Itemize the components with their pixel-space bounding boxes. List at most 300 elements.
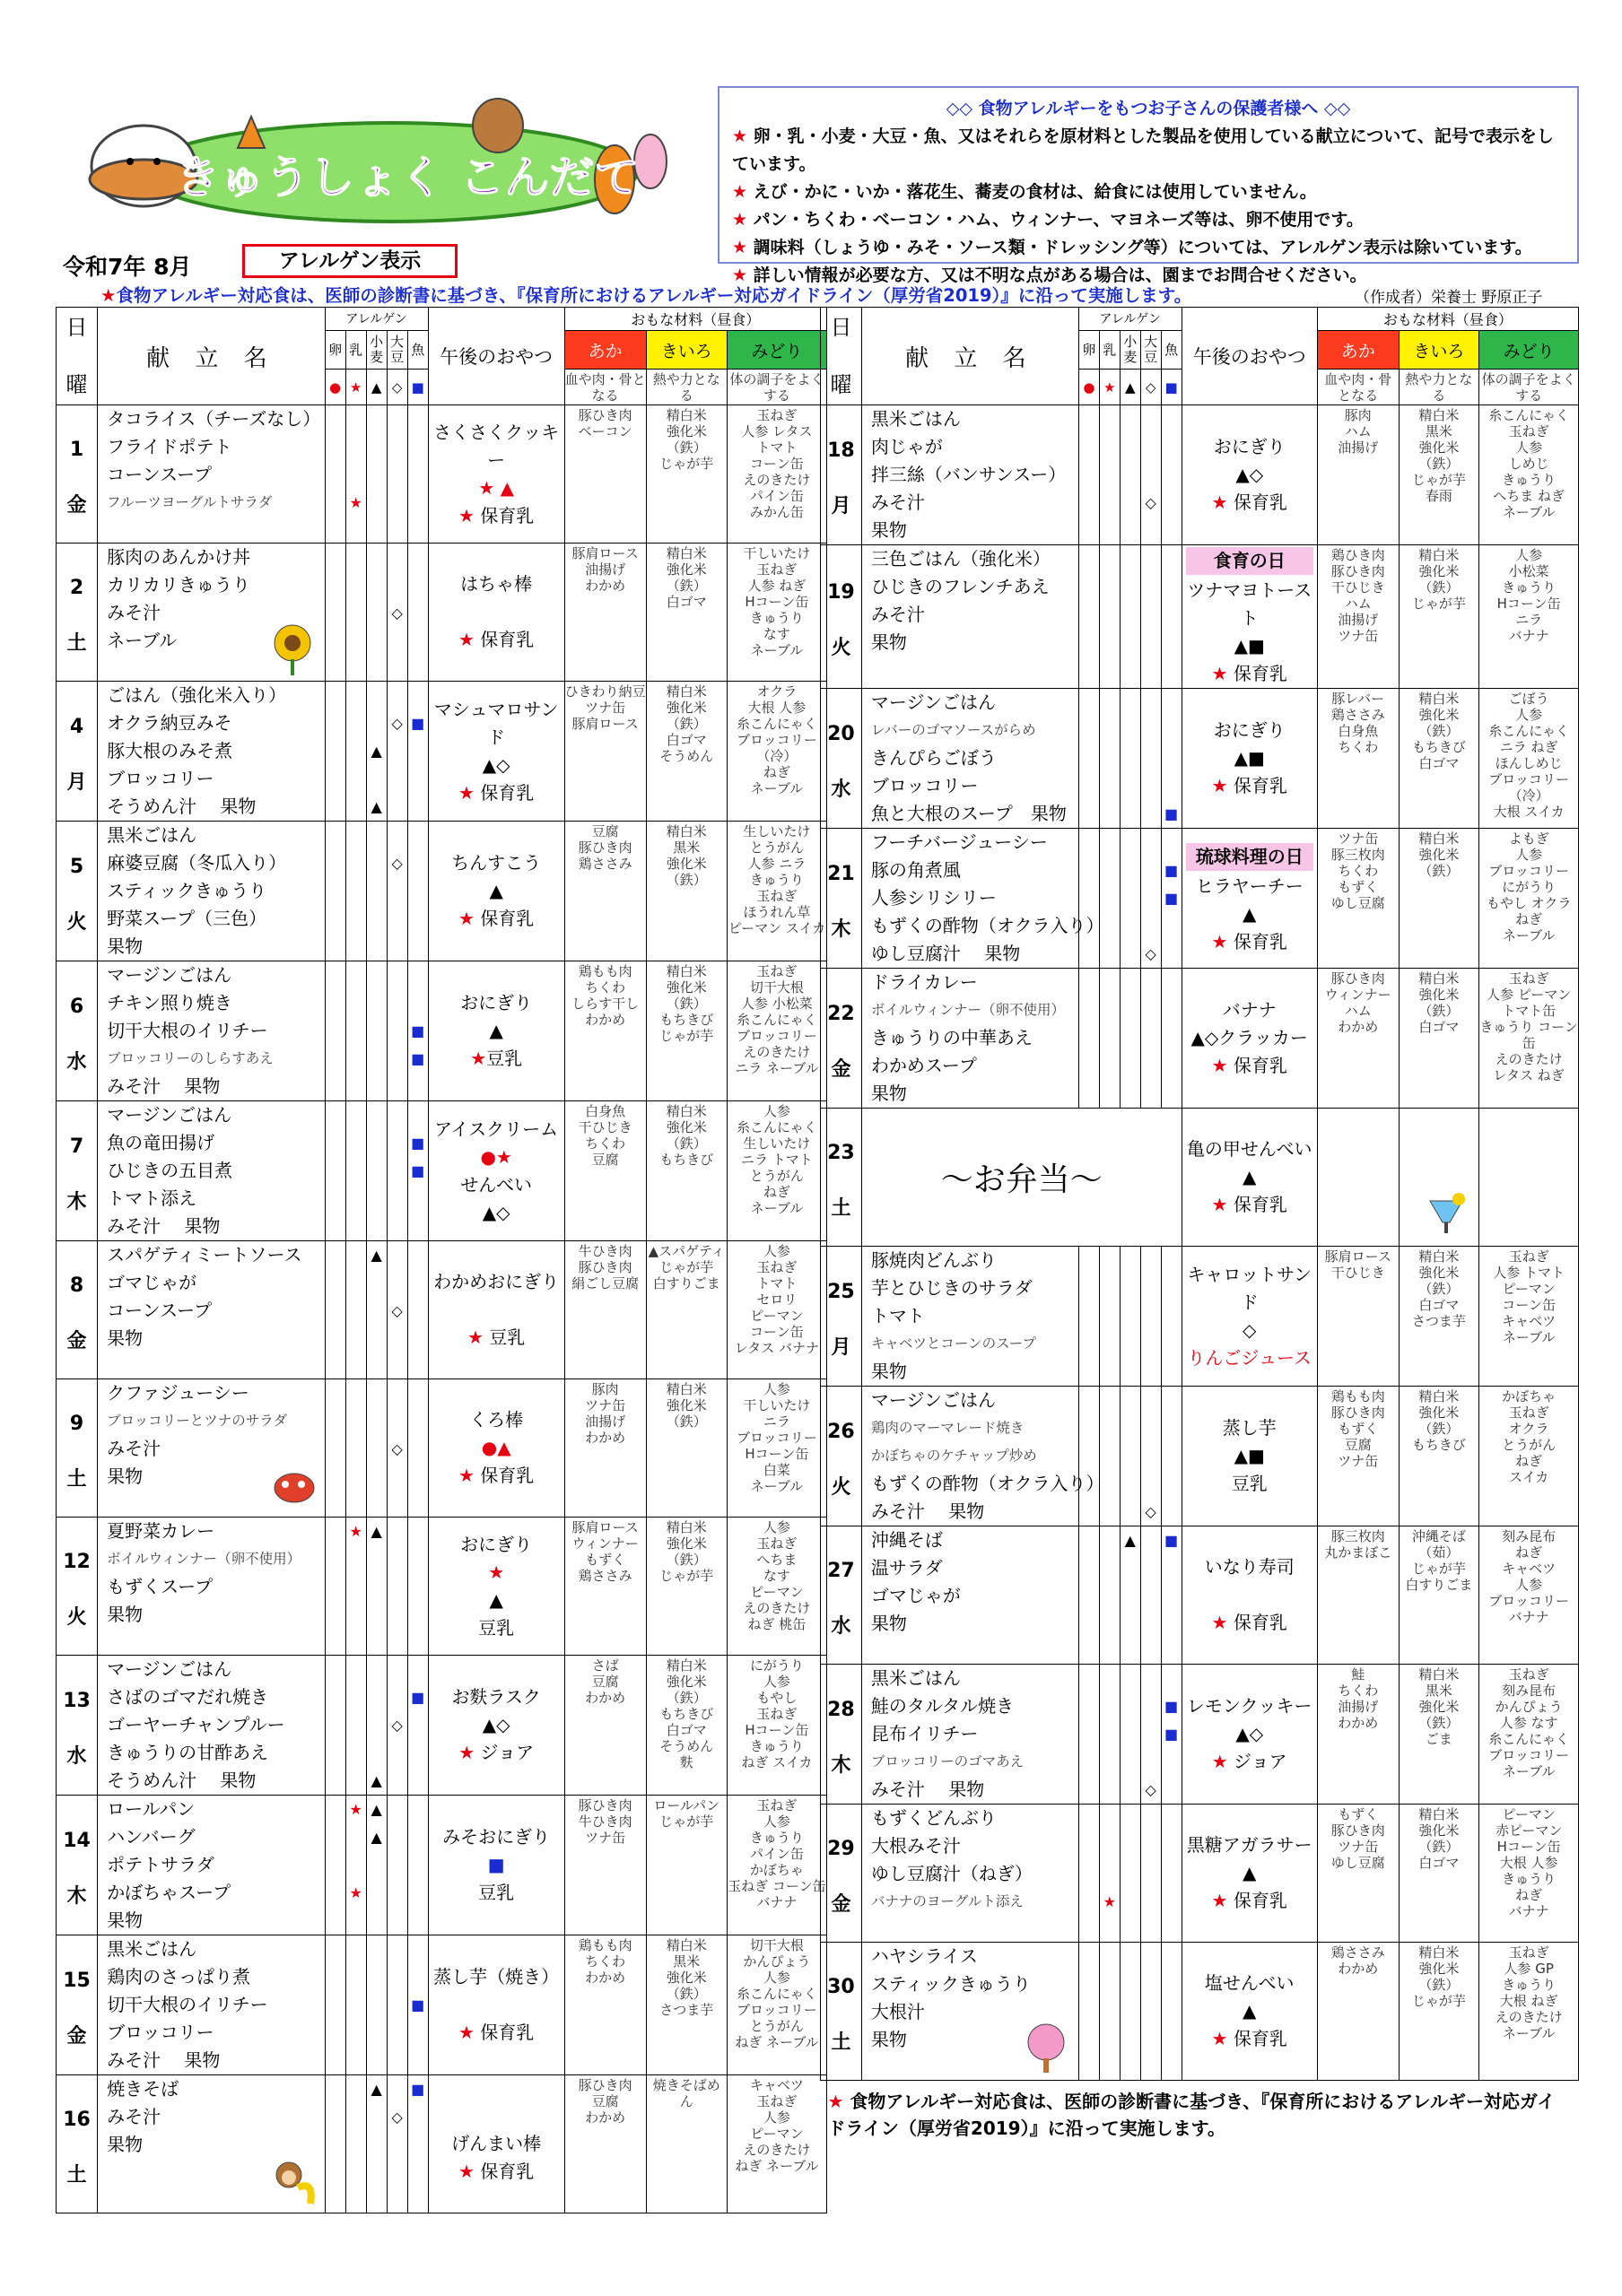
allergen-mark: ◇ [1145,1781,1156,1798]
snack-line: 蒸し芋（焼き） [433,1966,560,1987]
snack-cell [428,2075,564,2213]
day-number: 25 [827,1280,855,1303]
weekday: 木 [66,1190,87,1213]
snack-line: ▲■ [1234,635,1265,657]
allergen-nyu-cell [345,1796,366,1935]
day-number: 1 [69,438,84,461]
allergen-daizu-cell [387,1796,407,1935]
day-number: 16 [63,2108,91,2131]
allergen-mark: ▲ [1124,1532,1136,1549]
header-mark-tamago: ● [1078,370,1099,405]
menu-item: 果物 [107,1327,144,1349]
menu-table-left [56,307,827,2213]
allergen-komugi-cell [1120,1526,1140,1665]
day-number: 22 [827,1002,855,1025]
menu-item: もずくスープ [107,1576,214,1597]
snack-line: さくさくクッキー [433,421,560,471]
material-mi-cell: ごぼう 人参 糸こんにゃく ニラ ねぎ ほんしめじ ブロッコリー （冷） 大根 スイカ [1479,689,1579,829]
allergen-nyu-cell [345,405,366,544]
snack-cell [428,1241,564,1379]
menu-logo [76,90,650,224]
snack-line [429,598,564,626]
allergen-tamago-cell [325,1935,345,2075]
material-aka-cell: もずく 豚ひき肉 ツナ缶 ゆし豆腐 [1317,1805,1399,1943]
snack-line: ★ 保育乳 [1211,1612,1287,1633]
menu-cell [98,1379,326,1518]
day-number: 13 [63,1689,91,1712]
allergen-mark: ★ [1103,1893,1116,1910]
allergen-mark: ◇ [391,1717,403,1734]
header-mark-sakana: ■ [1161,370,1182,405]
menu-cell [861,1665,1078,1805]
menu-item: スティックきゅうり [870,1973,1031,1995]
menu-item: ブロッコリーとツナのサラダ [107,1413,288,1429]
material-ki-cell: 精白米 黒米 強化米 （鉄） じゃが芋 春雨 [1399,405,1479,545]
snack-line: ●▲ [481,1437,511,1458]
menu-item: みそ汁 果物 [107,2049,221,2071]
menu-item: きゅうりの中華あえ [870,1027,1033,1048]
menu-cell [98,544,326,682]
material-mi-cell: 刻み昆布 ねぎ キャベツ 人参 ブロッコリー バナナ [1479,1526,1579,1665]
menu-cell [98,1656,326,1796]
hermit-crab-icon [266,1457,319,1511]
menu-item: チキン照り焼き [107,992,232,1013]
menu-item: ごはん（強化米入り） [107,684,287,706]
allergen-mark: ◇ [1145,945,1156,962]
header-day: 日 曜 [57,308,98,405]
material-ki-cell: 精白米 黒米 強化米 （鉄） ごま [1399,1665,1479,1805]
menu-item: 黒米ごはん [870,1667,961,1689]
menu-item: コーンスープ [107,464,213,485]
allergen-nyu-cell [345,822,366,961]
menu-cell [98,1241,326,1379]
allergen-sakana-cell [407,1796,428,1935]
material-aka-cell: 豚ひき肉 牛ひき肉 ツナ缶 [564,1796,646,1935]
material-aka-cell: 牛ひき肉 豚ひき肉 絹ごし豆腐 [564,1241,646,1379]
snack-line: おにぎり [460,1533,533,1555]
snack-line: みそおにぎり [442,1826,551,1848]
allergen-daizu-cell [1140,689,1161,829]
snack-line: ▲ [489,1588,503,1611]
day-number: 26 [827,1420,855,1443]
allergen-tamago-cell [1078,1943,1099,2081]
menu-item: ボイルウィンナー（卵不使用） [107,1551,301,1567]
material-mi-cell: 人参 玉ねぎ トマト セロリ ピーマン コーン缶 レタス バナナ [727,1241,826,1379]
weekday: 水 [66,1744,87,1768]
allergen-mark: ▲ [371,1829,382,1846]
material-aka-cell: 豚ひき肉 ベーコン [564,405,646,544]
monkey-banana-icon [266,2153,319,2207]
material-aka-cell: 鶏もも肉 ちくわ しらす干し わかめ [564,961,646,1101]
snack-line: ★ 保育乳 [1211,775,1287,796]
snack-cell [1182,829,1317,969]
menu-item: 果物 [870,1361,907,1382]
allergen-daizu-cell [387,1656,407,1796]
material-aka-cell: 鶏もも肉 ちくわ わかめ [564,1935,646,2075]
day-row [57,1379,827,1518]
allergen-komugi-cell [366,961,387,1101]
allergen-komugi-cell [1120,829,1140,969]
allergen-tamago-cell [1078,689,1099,829]
material-mi-cell: 干しいたけ 玉ねぎ 人参 ねぎ Hコーン缶 きゅうり なす ネーブル [727,544,826,682]
allergen-sakana-cell [407,2075,428,2213]
snack-line: レモンクッキー [1186,1695,1312,1717]
snack-line: ★ 保育乳 [458,2022,535,2043]
menu-item: オクラ納豆みそ [107,712,232,734]
material-aka-cell: 鶏ひき肉 豚ひき肉 干ひじき ハム 油揚げ ツナ缶 [1317,545,1399,689]
day-cell [57,1796,98,1935]
material-mi-cell [1479,1109,1579,1247]
day-row [57,822,827,961]
menu-item: ハンバーグ [107,1826,196,1848]
allergen-tamago-cell [1078,1247,1099,1387]
allergen-mark: ◇ [1145,1503,1156,1520]
menu-item: 果物 [870,519,907,541]
allergen-tamago-cell [1078,545,1099,689]
menu-cell [98,2075,326,2213]
snack-line: げんまい棒 [451,2133,542,2154]
menu-item: ボイルウィンナー（卵不使用） [870,1002,1065,1018]
menu-item: ゆし豆腐汁（ねぎ） [870,1863,1033,1884]
menu-item: 焼きそば [107,2078,179,2100]
day-cell [821,1805,862,1943]
header-mark-tamago: ● [325,370,345,405]
menu-cell [861,969,1078,1109]
allergen-mark: ◇ [391,1440,403,1457]
bento-cell: ～お弁当～ [861,1109,1182,1247]
material-ki-cell: 精白米 強化米 （鉄） [646,1379,727,1518]
weekday: 土 [831,2031,851,2054]
material-aka-cell [1317,1109,1399,1247]
header-menu: 献 立 名 [861,308,1078,405]
allergen-tamago-cell [1078,1805,1099,1943]
menu-item: きんぴらごぼう [870,747,997,769]
day-row [57,1101,827,1241]
allergen-tamago-cell [1078,1387,1099,1526]
day-number: 7 [69,1135,84,1158]
allergen-daizu-cell [1140,1387,1161,1526]
day-row [57,544,827,682]
allergen-sakana-cell [407,1935,428,2075]
material-mi-cell: かぼちゃ 玉ねぎ オクラ とうがん ねぎ スイカ [1479,1387,1579,1526]
snack-line: ★ ▲ [478,476,515,499]
snack-cell [1182,1109,1317,1247]
notice-title: ◇◇ 食物アレルギーをもつお子さんの保護者様へ ◇◇ [946,99,1351,118]
day-cell [57,1241,98,1379]
material-aka-cell: さば 豆腐 わかめ [564,1656,646,1796]
allergen-komugi-cell [1120,1387,1140,1526]
menu-item: タコライス（チーズなし） [107,408,321,430]
header-allergen: アレルゲン [1078,308,1182,331]
allergen-daizu-cell [387,1101,407,1241]
menu-item: 魚の竜田揚げ [107,1132,215,1153]
material-ki-cell: 精白米 強化米 （鉄） 白ゴマ さつま芋 [1399,1247,1479,1387]
header-mark-nyu: ★ [1099,370,1120,405]
snack-line: お麩ラスク [451,1686,541,1708]
day-cell [821,969,862,1109]
menu-item: みそ汁 果物 [107,1215,221,1237]
menu-item: 果物 [107,2134,144,2155]
menu-cell [98,961,326,1101]
header-midori: みどり [1479,330,1579,370]
header-kiiro-desc: 熱や力となる [1399,370,1479,405]
menu-item: ロールパン [107,1798,196,1820]
allergen-sakana-cell [407,682,428,822]
allergen-daizu-cell [387,405,407,544]
snack-line: ★ 保育乳 [458,1465,535,1486]
day-row [821,405,1579,545]
day-row [821,1109,1579,1247]
allergen-label-box: アレルゲン表示 [242,244,458,278]
allergen-tamago-cell [325,2075,345,2213]
allergen-sakana-cell [1161,969,1182,1109]
day-cell [821,1247,862,1387]
menu-item: かぼちゃスープ [107,1882,231,1903]
material-mi-cell: 玉ねぎ 人参 トマト ピーマン コーン缶 キャベツ ネーブル [1479,1247,1579,1387]
snack-line [429,2102,564,2130]
allergen-sakana-cell [407,961,428,1101]
day-cell [821,1109,862,1247]
snack-cell [428,682,564,822]
menu-item: ポテトサラダ [107,1854,214,1875]
material-aka-cell: 鶏ささみ わかめ [1317,1943,1399,2081]
allergen-nyu-cell [345,1101,366,1241]
material-ki-cell: 精白米 強化米 （鉄） じゃが芋 [646,405,727,544]
header-allergen: アレルゲン [325,308,428,331]
menu-item: 果物 [107,935,144,957]
snack-line: ★ 保育乳 [458,908,535,929]
day-cell [821,1387,862,1526]
menu-item: フルーツヨーグルトサラダ [107,494,273,510]
allergen-tamago-cell [325,1241,345,1379]
material-ki-cell: 精白米 強化米 （鉄） 白ゴマ [1399,969,1479,1109]
day-number: 12 [63,1550,91,1573]
menu-item: ひじきのフレンチあえ [870,576,1050,597]
menu-cell [98,1796,326,1935]
menu-item: レバーのゴマソースがらめ [870,722,1036,738]
menu-item: クファジューシー [107,1382,249,1404]
material-mi-cell: 糸こんにゃく 玉ねぎ 人参 しめじ きゅうり へちま ねぎ ネーブル [1479,405,1579,545]
menu-item: フーチバージューシー [870,831,1048,853]
menu-item: 夏野菜カレー [107,1520,215,1542]
allergen-tamago-cell [325,822,345,961]
menu-cell [98,1935,326,2075]
snack-line: ▲ [1243,1862,1257,1883]
allergen-komugi-cell [366,544,387,682]
allergen-mark: ▲ [371,1523,382,1540]
day-row [57,682,827,822]
allergen-tamago-cell [1078,969,1099,1109]
material-aka-cell: 豚肉 ツナ缶 油揚げ わかめ [564,1379,646,1518]
header-allergen-daizu: 大豆 [1140,330,1161,370]
menu-item: フライドポテト [107,436,232,457]
allergen-komugi-cell [366,1101,387,1241]
menu-item: みそ汁 果物 [107,1075,221,1097]
menu-item: 沖縄そば [870,1529,943,1551]
allergen-daizu-cell [387,1241,407,1379]
snack-line: ★ ジョア [1211,1751,1287,1772]
menu-item: きゅうりの甘酢あえ [107,1742,269,1763]
material-ki-cell: ▲スパゲティ じゃが芋 白すりごま [646,1241,727,1379]
day-row [821,969,1579,1109]
allergen-tamago-cell [325,544,345,682]
snack-line: ▲■ [1234,1445,1265,1466]
menu-cell [98,1518,326,1656]
material-ki-cell: 精白米 強化米 （鉄） じゃが芋 [1399,545,1479,689]
allergen-mark: ◇ [391,855,403,872]
header-materials: おもな材料（昼食） [564,308,826,331]
menu-month: 令和7年 8月 [63,254,192,280]
snack-line: アイスクリーム [434,1118,559,1140]
snack-line: いなり寿司 [1204,1556,1295,1578]
menu-item: 魚と大根のスープ 果物 [870,803,1067,824]
allergen-komugi-cell [366,1518,387,1656]
day-number: 27 [827,1559,855,1582]
menu-item: ゴーヤーチャンプルー [107,1714,285,1735]
special-day-badge: 琉球料理の日 [1186,843,1313,871]
day-row [821,1665,1579,1805]
menu-item: わかめスープ [870,1055,977,1076]
snack-cell [428,1518,564,1656]
menu-item: 黒米ごはん [107,1938,197,1960]
menu-item: ブロッコリーのしらすあえ [107,1050,274,1066]
allergen-komugi-cell [366,2075,387,2213]
snack-cell [428,405,564,544]
allergen-sakana-cell [407,1656,428,1796]
snack-cell [428,961,564,1101]
allergen-mark: ■ [411,1996,425,2013]
menu-item: 拌三絲（バンサンスー） [870,464,1067,485]
allergen-mark: ▲ [371,1247,382,1264]
material-ki-cell: 精白米 強化米 （鉄） じゃが芋 [1399,1943,1479,2081]
allergen-sakana-cell [1161,1665,1182,1805]
weekday: 金 [831,1057,851,1081]
allergen-sakana-cell [1161,1247,1182,1387]
allergen-nyu-cell [345,682,366,822]
allergen-daizu-cell [1140,829,1161,969]
allergen-mark: ▲ [371,1772,382,1789]
allergen-mark: ■ [411,715,425,732]
day-row [821,1943,1579,2081]
material-ki-cell: 精白米 黒米 強化米 （鉄） さつま芋 [646,1935,727,2075]
material-aka-cell: 鶏もも肉 豚ひき肉 もずく 豆腐 ツナ缶 [1317,1387,1399,1526]
material-mi-cell: 玉ねぎ 人参 きゅうり パイン缶 かぼちゃ 玉ねぎ コーン缶 バナナ [727,1796,826,1935]
menu-item: ゴマじゃが [870,1585,961,1606]
menu-item: そうめん汁 果物 [107,1770,257,1791]
snack-cell [428,1935,564,2075]
snack-line: ▲ [1243,2000,1257,2022]
day-number: 8 [69,1274,84,1297]
snack-line: ★ 保育乳 [1211,1194,1287,1215]
allergen-mark: ■ [411,1022,425,1039]
snack-line [1182,1581,1317,1609]
material-mi-cell: ピーマン 赤ピーマン Hコーン缶 大根 人参 きゅうり ねぎ バナナ [1479,1805,1579,1943]
menu-cell [861,545,1078,689]
allergen-nyu-cell [1099,1387,1120,1526]
snack-line: ▲ [489,1020,503,1041]
snack-cell [428,1656,564,1796]
snack-cell [1182,1943,1317,2081]
menu-item: ゆし豆腐汁 果物 [870,943,1021,964]
day-number: 6 [69,995,84,1018]
allergen-mark: ■ [1164,890,1179,907]
day-cell [821,545,862,689]
snack-cell [428,1379,564,1518]
material-aka-cell: 豚肩ロース ウィンナー もずく 鶏ささみ [564,1518,646,1656]
material-mi-cell: 玉ねぎ 人参 レタス トマト コーン缶 えのきたけ パイン缶 みかん缶 [727,405,826,544]
material-ki-cell: 精白米 強化米 （鉄） 白ゴマ [1399,1805,1479,1943]
weekday: 火 [66,1605,87,1629]
menu-cell [861,1943,1078,2081]
day-cell [821,1526,862,1665]
day-number: 29 [827,1837,855,1860]
snack-line: はちゃ棒 [460,573,533,595]
snack-line: 豆乳 [1231,1473,1268,1494]
material-mi-cell: 人参 糸こんにゃく 生しいたけ ニラ トマト とうがん ねぎ ネーブル [727,1101,826,1241]
allergen-mark: ◇ [391,1302,403,1319]
header-aka: あか [564,330,646,370]
menu-item: コーンスープ [107,1300,213,1321]
snack-line: 豆乳 [478,1616,515,1639]
material-aka-cell: 鮭 ちくわ 油揚げ わかめ [1317,1665,1399,1805]
snack-line: ●★ [480,1145,512,1168]
allergen-tamago-cell [325,405,345,544]
weekday: 金 [831,1892,851,1916]
menu-cell [98,405,326,544]
menu-item: もずくどんぶり [870,1807,997,1829]
guideline-text: ★食物アレルギー対応食は、医師の診断書に基づき、『保育所におけるアレルギー対応ガイドライン（厚労省2019）』に沿って実施します。 [100,285,1192,306]
menu-item: みそ汁 [107,2106,161,2127]
day-number: 14 [63,1829,91,1852]
footnote: ★ 食物アレルギー対応食は、医師の診断書に基づき、『保育所におけるアレルギー対応ガイドライン（厚労省2019）』に沿って実施します。 [827,2091,1556,2139]
header-materials: おもな材料（昼食） [1317,308,1578,331]
allergen-tamago-cell [1078,405,1099,545]
weekday: 木 [66,1884,87,1908]
day-row [57,1796,827,1935]
material-aka-cell: ひきわり納豆 ツナ缶 豚肩ロース [564,682,646,822]
day-cell [821,689,862,829]
allergen-daizu-cell [1140,1665,1161,1805]
snack-line: ▲◇ [1235,1723,1264,1744]
weekday: 火 [66,910,87,934]
day-row [821,689,1579,829]
menu-item: 果物 [107,1909,144,1931]
menu-item: ブロッコリー [870,775,979,796]
day-cell [821,405,862,545]
day-cell [57,961,98,1101]
allergen-nyu-cell [1099,1805,1120,1943]
material-aka-cell: 豚ひき肉 ウィンナー ハム わかめ [1317,969,1399,1109]
material-aka-cell: 豚肉 ハム 油揚げ [1317,405,1399,545]
material-ki-cell: 精白米 強化米 （鉄） 白ゴマ [646,544,727,682]
day-number: 5 [69,855,84,878]
snack-line: ★ 保育乳 [1211,930,1287,952]
snack-line: 黒糖アガラサー [1186,1834,1312,1856]
menu-item: 芋とひじきのサラダ [870,1277,1033,1299]
snack-line: りんごジュース [1187,1346,1312,1369]
material-ki-cell [1399,1109,1479,1247]
snack-line: 亀の甲せんべい [1186,1138,1312,1160]
snack-line: キャロットサンド [1187,1263,1312,1313]
material-mi-cell: よもぎ 人参 ブロッコリー にがうり もやし オクラ ねぎ ネーブル [1479,829,1579,969]
allergen-komugi-cell [1120,1665,1140,1805]
snack-line [429,1296,564,1324]
snack-line: ヒラヤーチー [1195,874,1304,897]
snack-line: ★豆乳 [470,1048,523,1069]
snack-line: ★ 保育乳 [1211,1055,1287,1076]
material-aka-cell: 豚肩ロース 干ひじき [1317,1247,1399,1387]
material-ki-cell: 精白米 強化米 （鉄） [1399,829,1479,969]
